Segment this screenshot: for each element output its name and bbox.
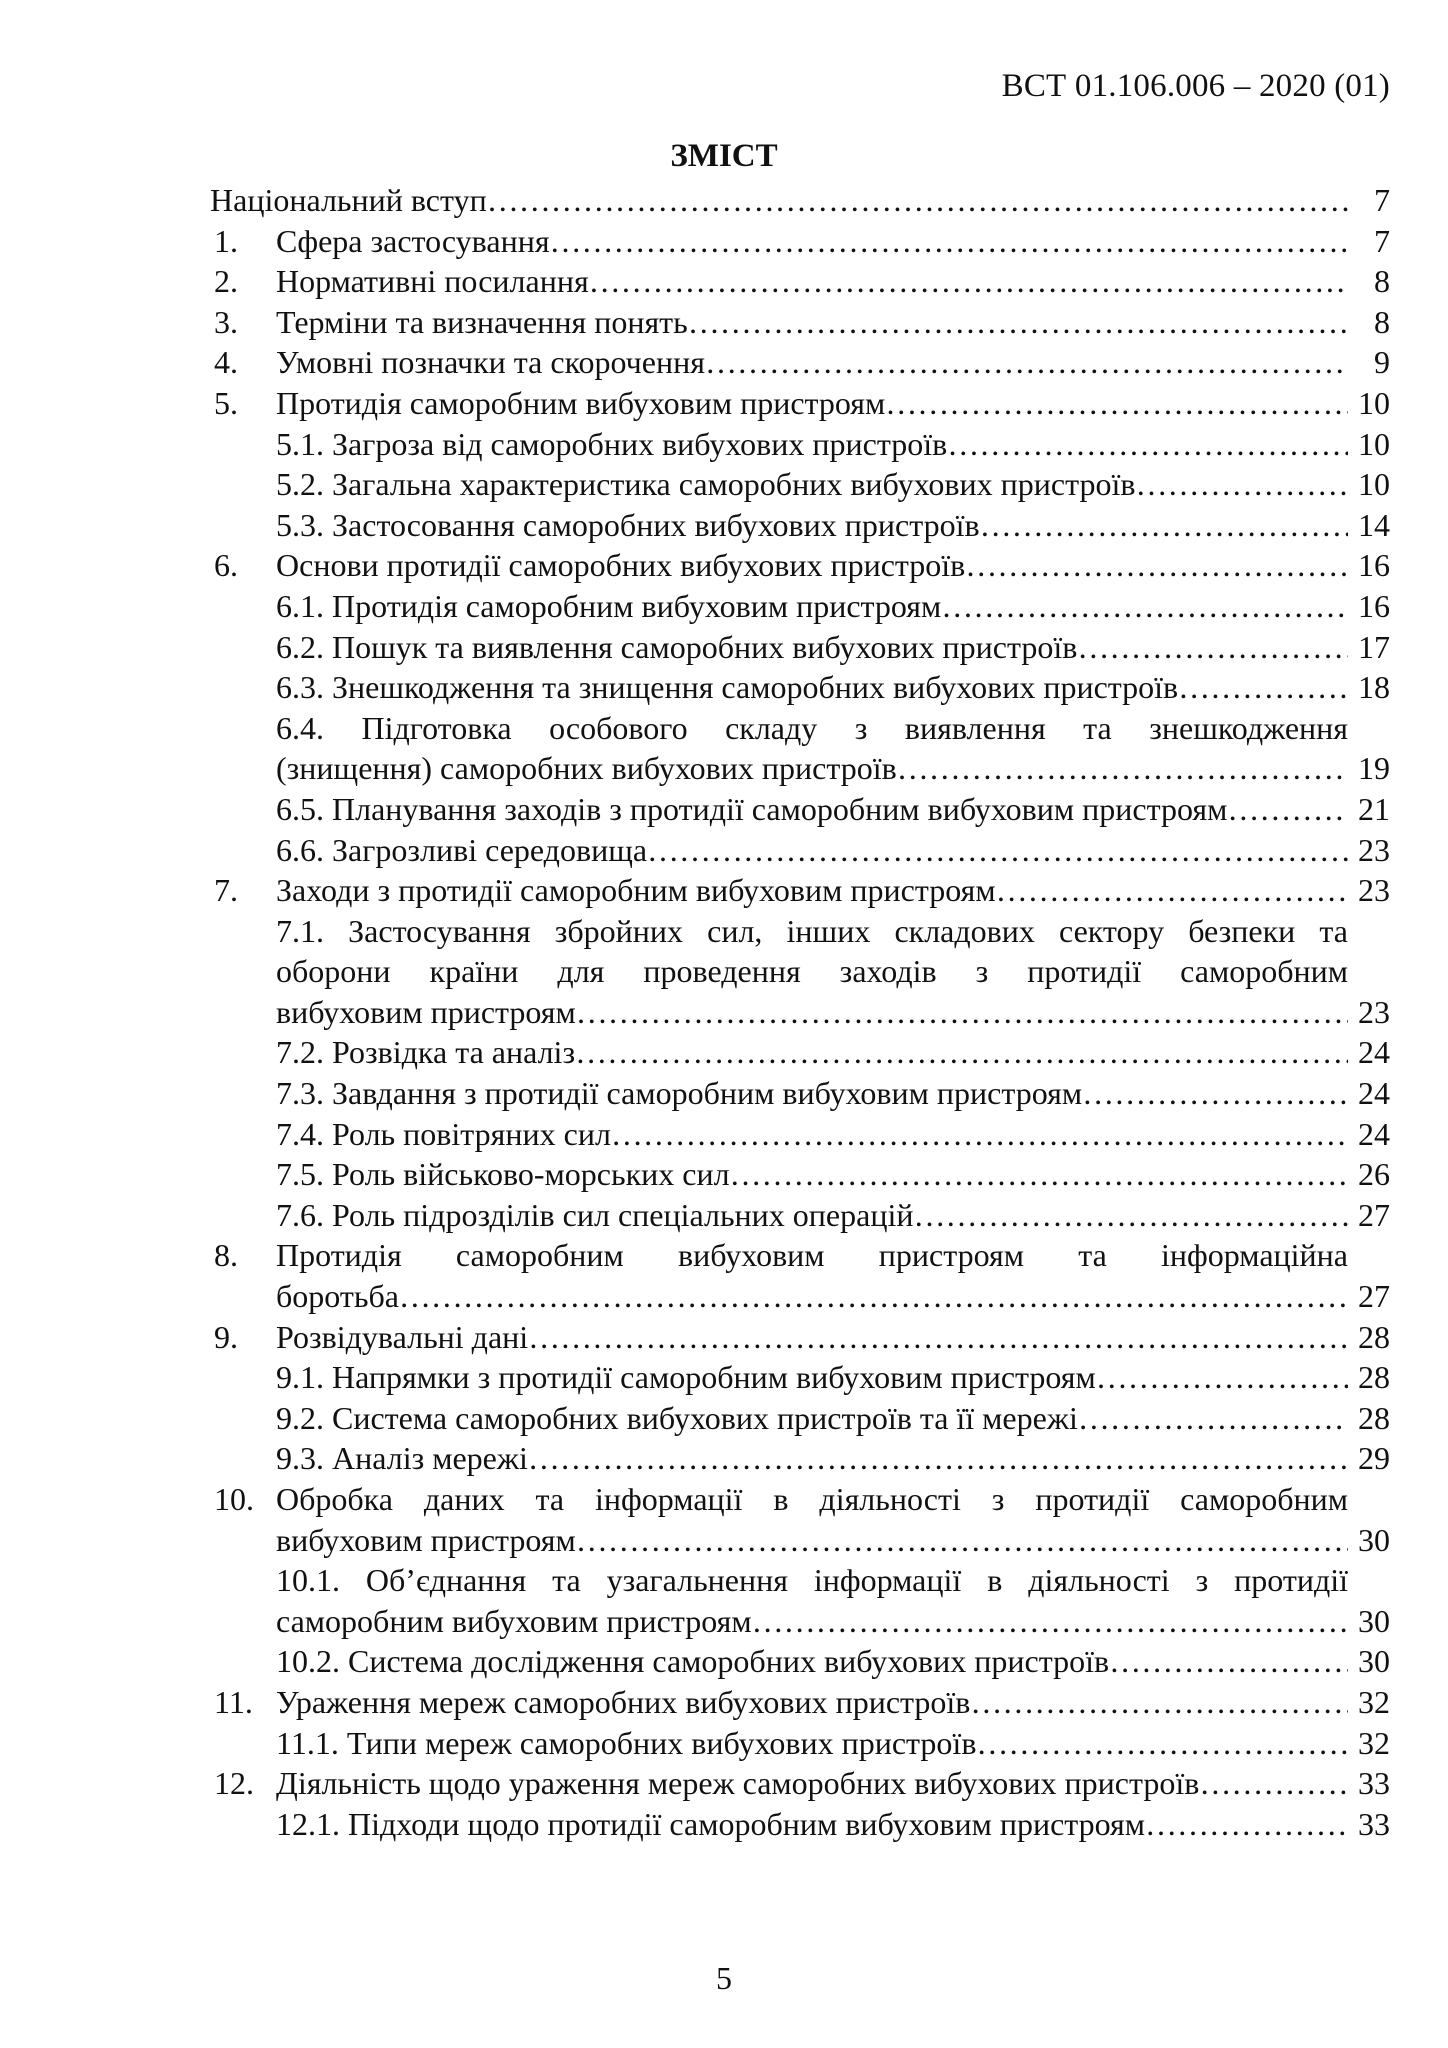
toc-section-number: 5. bbox=[214, 384, 238, 421]
toc-entry-label: 9.2. Система саморобних вибухових пристроїв та її мережі ……………………………………………………………………………………………………………………………………………………………………………… bbox=[276, 1398, 1348, 1439]
toc-entry-6-1[interactable] bbox=[0, 586, 1448, 627]
toc-entry-label: 9.3. Аналіз мережі ……………………………………………………………………………………………………………………………………………………………………………… bbox=[276, 1438, 1348, 1479]
toc-entry-label: 7.6. Роль підрозділів сил спеціальних операцій ……………………………………………………………………………………………………………………………………………………………………………… bbox=[276, 1195, 1348, 1236]
toc-entry-7-4[interactable] bbox=[0, 1114, 1448, 1155]
toc-entry-label: 11.1. Типи мереж саморобних вибухових пристроїв ……………………………………………………………………………………………………………………………………………………………………………… bbox=[276, 1723, 1348, 1764]
toc-entry-11-1[interactable] bbox=[0, 1723, 1448, 1764]
page-number: 5 bbox=[716, 1960, 732, 1996]
toc-entry-10-1-line-2[interactable] bbox=[0, 1601, 1448, 1642]
toc-page-number: 26 bbox=[1358, 1156, 1390, 1193]
toc-entry-6-6[interactable] bbox=[0, 830, 1448, 871]
toc-section-number: 12. bbox=[214, 1765, 254, 1802]
toc-entry-label: 7.1. Застосування збройних сил, інших складових сектору безпеки та bbox=[276, 912, 1348, 949]
toc-entry-10-line-2[interactable] bbox=[0, 1520, 1448, 1561]
toc-entry-12[interactable] bbox=[0, 1763, 1448, 1804]
toc-section-number: 9. bbox=[214, 1318, 238, 1355]
toc-page-number: 24 bbox=[1358, 1075, 1390, 1112]
toc-page-number: 28 bbox=[1358, 1318, 1390, 1355]
toc-entry-7-1-line-1[interactable] bbox=[0, 911, 1448, 952]
toc-page-number: 21 bbox=[1358, 790, 1390, 827]
toc-entry-label: Терміни та визначення понять ……………………………………………………………………………………………………………………………………………………………………………… bbox=[276, 302, 1348, 343]
toc-entry-8-line-2[interactable] bbox=[0, 1276, 1448, 1317]
toc-page-number: 23 bbox=[1358, 993, 1390, 1030]
toc-page-number: 33 bbox=[1358, 1805, 1390, 1842]
toc-entry-label: 6.5. Планування заходів з протидії саморобним вибуховим пристроям ……………………………………………………………………………………………………………………………………………………………………………… bbox=[276, 789, 1348, 830]
toc-entry-7-1-line-2[interactable] bbox=[0, 951, 1448, 992]
toc-page-number: 10 bbox=[1358, 466, 1390, 503]
toc-section-number: 6. bbox=[214, 547, 238, 584]
toc-entry-label: 7.3. Завдання з протидії саморобним вибуховим пристроям ……………………………………………………………………………………………………………………………………………………………………………… bbox=[276, 1073, 1348, 1114]
toc-page-number: 9 bbox=[1374, 344, 1390, 381]
toc-page-number: 28 bbox=[1358, 1399, 1390, 1436]
toc-entry-6-5[interactable] bbox=[0, 789, 1448, 830]
toc-entry-1[interactable] bbox=[0, 221, 1448, 262]
toc-entry-6-4-line-2[interactable] bbox=[0, 748, 1448, 789]
toc-entry-label: оборони країни для проведення заходів з протидії саморобним bbox=[276, 953, 1348, 990]
toc-page-number: 7 bbox=[1374, 182, 1390, 218]
toc-entry-10-1-line-1[interactable] bbox=[0, 1560, 1448, 1601]
toc-page-number: 23 bbox=[1358, 872, 1390, 909]
toc-entry-label: Протидія саморобним вибуховим пристроям та інформаційна bbox=[276, 1237, 1348, 1274]
toc-entry-7-2[interactable] bbox=[0, 1032, 1448, 1073]
toc-entry-10-line-1[interactable] bbox=[0, 1479, 1448, 1520]
toc-entry-label: 12.1. Підходи щодо протидії саморобним вибуховим пристроям ……………………………………………………………………………………………………………………………………………………………………………… bbox=[276, 1804, 1348, 1845]
toc-page-number: 33 bbox=[1358, 1765, 1390, 1802]
toc-entry-5[interactable] bbox=[0, 383, 1448, 424]
toc-entry-label: 7.4. Роль повітряних сил ……………………………………………………………………………………………………………………………………………………………………………… bbox=[276, 1114, 1348, 1155]
toc-entry-label: 9.1. Напрямки з протидії саморобним вибуховим пристроям ……………………………………………………………………………………………………………………………………………………………………………… bbox=[276, 1357, 1348, 1398]
toc-page-number: 18 bbox=[1358, 669, 1390, 706]
toc-section-number: 1. bbox=[214, 222, 238, 259]
toc-page-number: 24 bbox=[1358, 1034, 1390, 1071]
toc-entry-7-6[interactable] bbox=[0, 1195, 1448, 1236]
toc-entry-label: 6.1. Протидія саморобним вибуховим пристроям ……………………………………………………………………………………………………………………………………………………………………………… bbox=[276, 586, 1348, 627]
toc-entry-label: 6.4. Підготовка особового складу з виявлення та знешкодження bbox=[276, 709, 1348, 746]
toc-entry-6-3[interactable] bbox=[0, 667, 1448, 708]
toc-section-number: 4. bbox=[214, 344, 238, 381]
toc-entry-label: (знищення) саморобних вибухових пристроїв ……………………………………………………………………………………………………………………………………………………………………………… bbox=[276, 748, 1348, 789]
toc-page-number: 8 bbox=[1374, 263, 1390, 300]
toc-page-number: 19 bbox=[1358, 750, 1390, 787]
toc-entry-label: Національний вступ ……………………………………………………………………………………………………………………………………………………………………………… bbox=[210, 180, 1348, 221]
toc-entry-9-3[interactable] bbox=[0, 1438, 1448, 1479]
toc-title: ЗМІСТ bbox=[670, 138, 778, 174]
toc-entry-label: Сфера застосування ……………………………………………………………………………………………………………………………………………………………………………… bbox=[276, 221, 1348, 262]
toc-page-number: 17 bbox=[1358, 628, 1390, 665]
toc-entry-10-2[interactable] bbox=[0, 1641, 1448, 1682]
toc-entry-label: 6.3. Знешкодження та знищення саморобних вибухових пристроїв ……………………………………………………………………………………………………………………………………………………………………………… bbox=[276, 667, 1348, 708]
toc-page-number: 16 bbox=[1358, 587, 1390, 624]
toc-entry-label: Ураження мереж саморобних вибухових пристроїв ……………………………………………………………………………………………………………………………………………………………………………… bbox=[276, 1682, 1348, 1723]
toc-entry-8-line-1[interactable] bbox=[0, 1235, 1448, 1276]
toc-entry-label: Протидія саморобним вибуховим пристроям ……………………………………………………………………………………………………………………………………………………………………………… bbox=[276, 383, 1348, 424]
toc-entry-7[interactable] bbox=[0, 870, 1448, 911]
toc-entry-label: боротьба ……………………………………………………………………………………………………………………………………………………………………………… bbox=[276, 1276, 1348, 1317]
document-code: ВСТ 01.106.006 – 2020 (01) bbox=[1001, 68, 1390, 104]
toc-page-number: 27 bbox=[1358, 1196, 1390, 1233]
toc-entry-label: Діяльність щодо ураження мереж саморобних вибухових пристроїв ……………………………………………………………………………………………………………………………………………………………………………… bbox=[276, 1763, 1348, 1804]
toc-entry-label: Нормативні посилання ……………………………………………………………………………………………………………………………………………………………………………… bbox=[276, 261, 1348, 302]
toc-entry-label: 5.1. Загроза від саморобних вибухових пристроїв ……………………………………………………………………………………………………………………………………………………………………………… bbox=[276, 424, 1348, 465]
toc-page-number: 24 bbox=[1358, 1115, 1390, 1152]
toc-page-number: 10 bbox=[1358, 384, 1390, 421]
toc-entry-label: вибуховим пристроям ……………………………………………………………………………………………………………………………………………………………………………… bbox=[276, 1520, 1348, 1561]
toc-entry-label: саморобним вибуховим пристроям ……………………………………………………………………………………………………………………………………………………………………………… bbox=[276, 1601, 1348, 1642]
toc-entry-9[interactable] bbox=[0, 1317, 1448, 1358]
toc-page-number: 27 bbox=[1358, 1278, 1390, 1315]
toc-entry-6-2[interactable] bbox=[0, 627, 1448, 668]
toc-page-number: 14 bbox=[1358, 506, 1390, 543]
toc-entry-label: 5.2. Загальна характеристика саморобних вибухових пристроїв ……………………………………………………………………………………………………………………………………………………………………………… bbox=[276, 464, 1348, 505]
toc-page-number: 23 bbox=[1358, 831, 1390, 868]
toc-entry-label: Умовні позначки та скорочення ……………………………………………………………………………………………………………………………………………………………………………… bbox=[276, 342, 1348, 383]
toc-entry-label: 6.6. Загрозливі середовища ……………………………………………………………………………………………………………………………………………………………………………… bbox=[276, 830, 1348, 871]
toc-entry-3[interactable] bbox=[0, 302, 1448, 343]
toc-entry-5-2[interactable] bbox=[0, 464, 1448, 505]
toc-section-number: 10. bbox=[214, 1481, 254, 1517]
toc-entry-7-1-line-3[interactable] bbox=[0, 992, 1448, 1033]
toc-page-number: 30 bbox=[1358, 1602, 1390, 1639]
toc-page-number: 8 bbox=[1374, 303, 1390, 340]
toc-page-number: 30 bbox=[1358, 1521, 1390, 1558]
toc-page-number: 10 bbox=[1358, 425, 1390, 462]
toc-entry-label: 10.1. Об’єднання та узагальнення інформації в діяльності з протидії bbox=[276, 1562, 1348, 1599]
toc-entry-label: 6.2. Пошук та виявлення саморобних вибухових пристроїв ……………………………………………………………………………………………………………………………………………………………………………… bbox=[276, 627, 1348, 668]
toc-entry-9-2[interactable] bbox=[0, 1398, 1448, 1439]
toc-entry-label: Основи протидії саморобних вибухових пристроїв ……………………………………………………………………………………………………………………………………………………………………………… bbox=[276, 545, 1348, 586]
toc-page-number: 28 bbox=[1358, 1359, 1390, 1396]
toc-entry-9-1[interactable] bbox=[0, 1357, 1448, 1398]
toc-page-number: 7 bbox=[1374, 222, 1390, 259]
toc-page-number: 30 bbox=[1358, 1643, 1390, 1680]
toc-section-number: 8. bbox=[214, 1237, 238, 1274]
toc-entry-label: 7.2. Розвідка та аналіз ……………………………………………………………………………………………………………………………………………………………………………… bbox=[276, 1032, 1348, 1073]
toc-entry-7-3[interactable] bbox=[0, 1073, 1448, 1114]
toc-page-number: 16 bbox=[1358, 547, 1390, 584]
toc-entry-6[interactable] bbox=[0, 545, 1448, 586]
toc-entry-5-3[interactable] bbox=[0, 505, 1448, 546]
toc-entry-6-4-line-1[interactable] bbox=[0, 708, 1448, 749]
toc-entry-7-5[interactable] bbox=[0, 1154, 1448, 1195]
toc-page-number: 32 bbox=[1358, 1724, 1390, 1761]
toc-page-number: 29 bbox=[1358, 1440, 1390, 1477]
toc-entry-label: 7.5. Роль військово-морських сил ……………………………………………………………………………………………………………………………………………………………………………… bbox=[276, 1154, 1348, 1195]
toc-entry-label: Обробка даних та інформації в діяльності з протидії саморобним bbox=[276, 1481, 1348, 1517]
toc-page-number: 32 bbox=[1358, 1683, 1390, 1720]
toc-entry-12-1[interactable] bbox=[0, 1804, 1448, 1845]
toc-entry-label: Розвідувальні дані ……………………………………………………………………………………………………………………………………………………………………………… bbox=[276, 1317, 1348, 1358]
toc-section-number: 7. bbox=[214, 872, 238, 909]
toc-section-number: 11. bbox=[214, 1683, 253, 1720]
toc-section-number: 3. bbox=[214, 303, 238, 340]
toc-entry-intro[interactable] bbox=[0, 180, 1448, 221]
toc-entry-11[interactable] bbox=[0, 1682, 1448, 1723]
toc-entry-label: 10.2. Система дослідження саморобних вибухових пристроїв ……………………………………………………………………………………………………………………………………………………………………………… bbox=[276, 1641, 1348, 1682]
toc-entry-label: Заходи з протидії саморобним вибуховим пристроям ……………………………………………………………………………………………………………………………………………………………………………… bbox=[276, 870, 1348, 911]
toc-entry-label: вибуховим пристроям ……………………………………………………………………………………………………………………………………………………………………………… bbox=[276, 992, 1348, 1033]
toc-entry-2[interactable] bbox=[0, 261, 1448, 302]
toc-section-number: 2. bbox=[214, 263, 238, 300]
toc-entry-label: 5.3. Застосовання саморобних вибухових пристроїв ……………………………………………………………………………………………………………………………………………………………………………… bbox=[276, 505, 1348, 546]
toc-entry-4[interactable] bbox=[0, 342, 1448, 383]
toc-entry-5-1[interactable] bbox=[0, 424, 1448, 465]
table-of-contents bbox=[0, 180, 1448, 1844]
